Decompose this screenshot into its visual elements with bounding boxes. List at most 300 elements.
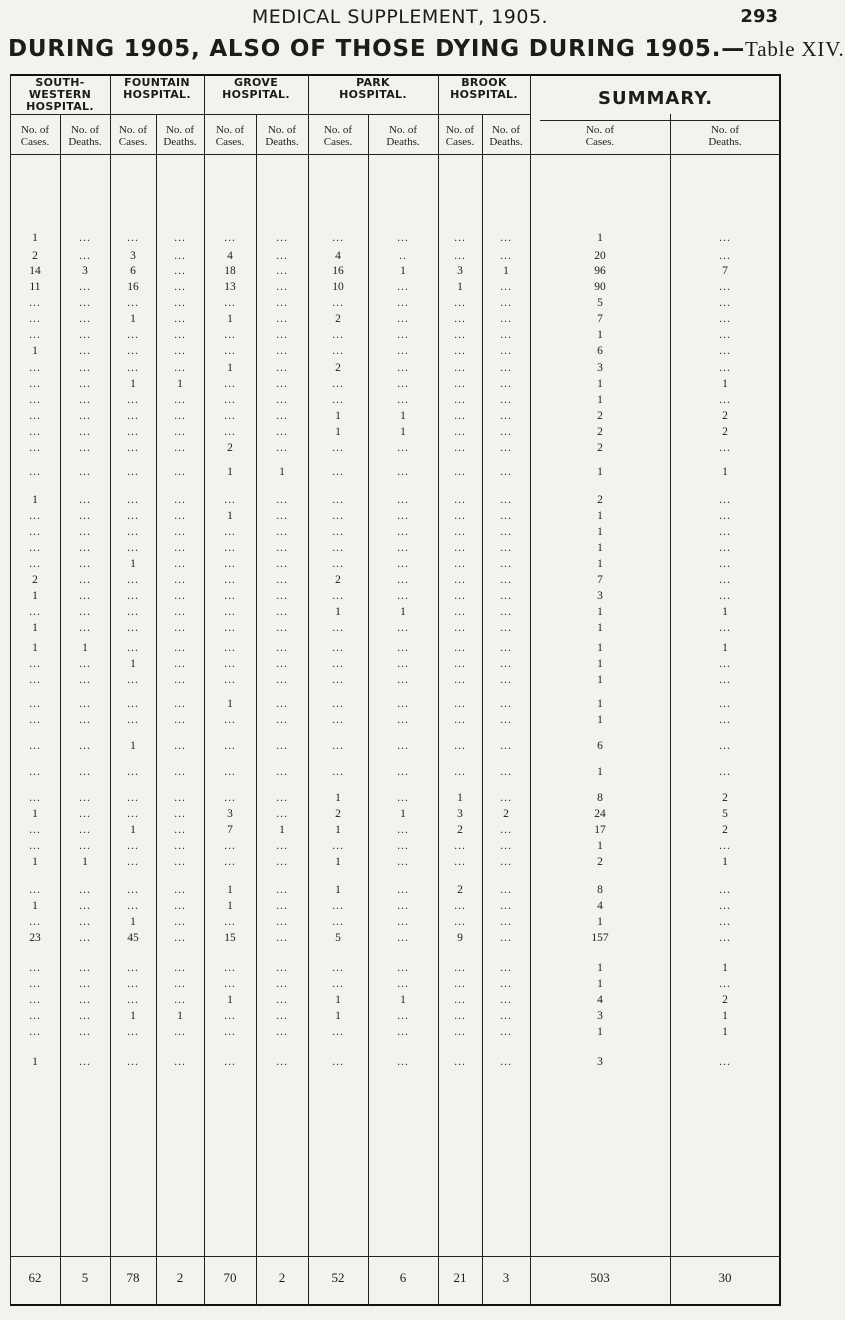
- column-rule: [368, 114, 369, 1306]
- table-cell: 1: [335, 410, 341, 422]
- table-cell: ...: [397, 494, 409, 506]
- table-cell: 2: [227, 442, 233, 454]
- table-cell: ...: [719, 313, 731, 325]
- table-cell: 4: [335, 250, 341, 262]
- table-cell: ...: [29, 442, 41, 454]
- column-header-line: No. of: [118, 124, 148, 136]
- table-cell: ...: [500, 410, 512, 422]
- table-cell: ...: [127, 978, 139, 990]
- table-cell: ...: [127, 362, 139, 374]
- table-cell: 1: [335, 884, 341, 896]
- column-header-line: Deaths.: [265, 136, 299, 148]
- table-cell: ...: [174, 574, 186, 586]
- table-cell: ...: [500, 916, 512, 928]
- table-cell: ...: [29, 1010, 41, 1022]
- table-cell: ...: [276, 622, 288, 634]
- column-rule: [60, 114, 61, 1306]
- page-header-title: MEDICAL SUPPLEMENT, 1905.: [251, 6, 549, 28]
- table-cell: ...: [174, 642, 186, 654]
- table-cell: 1: [597, 526, 603, 538]
- table-cell: ...: [127, 698, 139, 710]
- table-cell: ...: [719, 542, 731, 554]
- table-cell: 1: [227, 313, 233, 325]
- column-header-line: No. of: [710, 124, 740, 136]
- table-cell: ...: [174, 900, 186, 912]
- table-cell: ...: [79, 378, 91, 390]
- table-cell: 7: [597, 574, 603, 586]
- table-cell: ...: [127, 1056, 139, 1068]
- table-cell: ...: [454, 606, 466, 618]
- table-cell: ...: [224, 558, 236, 570]
- table-cell: ...: [224, 674, 236, 686]
- table-cell: ...: [276, 658, 288, 670]
- table-cell: 1: [32, 494, 38, 506]
- table-cell: 1: [597, 510, 603, 522]
- table-cell: ...: [174, 466, 186, 478]
- table-cell: ...: [500, 932, 512, 944]
- table-cell: ...: [224, 840, 236, 852]
- table-cell: ...: [500, 494, 512, 506]
- table-cell: ...: [174, 526, 186, 538]
- table-cell: 1: [457, 281, 463, 293]
- table-cell: 2: [32, 574, 38, 586]
- table-cell: 1: [82, 856, 88, 868]
- table-cell: ...: [500, 1056, 512, 1068]
- table-cell: ...: [79, 658, 91, 670]
- table-label: Table XIV.: [745, 37, 845, 61]
- table-cell: ...: [29, 297, 41, 309]
- table-cell: 1: [130, 378, 136, 390]
- table-cell: ...: [500, 622, 512, 634]
- summary-rule: [540, 120, 780, 121]
- table-cell: ...: [79, 466, 91, 478]
- table-cell: ...: [276, 297, 288, 309]
- table-cell: 1: [503, 265, 509, 277]
- table-cell: ...: [397, 900, 409, 912]
- table-cell: ...: [127, 232, 139, 244]
- table-cell: 1: [722, 1026, 728, 1038]
- table-cell: ...: [397, 526, 409, 538]
- table-cell: 8: [597, 792, 603, 804]
- table-cell: ...: [332, 297, 344, 309]
- table-cell: ...: [276, 494, 288, 506]
- table-cell: 20: [594, 250, 606, 262]
- table-cell: ...: [397, 978, 409, 990]
- column-header: [10, 124, 60, 148]
- table-cell: 1: [335, 792, 341, 804]
- table-cell: ...: [397, 932, 409, 944]
- table-cell: 1: [722, 606, 728, 618]
- table-cell: ...: [397, 674, 409, 686]
- table-cell: ...: [79, 394, 91, 406]
- table-cell: 2: [597, 856, 603, 868]
- table-cell: ...: [127, 466, 139, 478]
- table-cell: ...: [174, 840, 186, 852]
- column-header: [530, 124, 670, 148]
- summary-title: SUMMARY.: [598, 88, 714, 109]
- table-cell: ...: [719, 574, 731, 586]
- table-cell: ...: [174, 281, 186, 293]
- table-cell: 1: [32, 622, 38, 634]
- hospital-name-line: HOSPITAL.: [450, 88, 518, 101]
- column-header-line: No. of: [323, 124, 353, 136]
- table-cell: 1: [722, 642, 728, 654]
- table-cell: ...: [500, 766, 512, 778]
- table-cell: 16: [127, 281, 139, 293]
- table-cell: ...: [79, 674, 91, 686]
- table-cell: ...: [454, 622, 466, 634]
- table-cell: 1: [597, 558, 603, 570]
- table-cell: ...: [224, 714, 236, 726]
- table-cell: ...: [276, 900, 288, 912]
- column-header: [156, 124, 204, 148]
- table-cell: ...: [500, 606, 512, 618]
- column-header-line: No. of: [215, 124, 245, 136]
- table-cell: ...: [397, 574, 409, 586]
- column-rule: [256, 114, 257, 1306]
- table-border-right: [779, 74, 781, 1306]
- table-cell: ...: [397, 642, 409, 654]
- table-cell: ...: [500, 698, 512, 710]
- table-cell: 9: [457, 932, 463, 944]
- table-cell: ...: [224, 766, 236, 778]
- table-cell: ...: [127, 994, 139, 1006]
- table-cell: 2: [722, 824, 728, 836]
- table-cell: 3: [130, 250, 136, 262]
- column-rule: [156, 114, 157, 1306]
- column-header-line: Deaths.: [708, 136, 742, 148]
- table-cell: ...: [276, 510, 288, 522]
- table-cell: 24: [594, 808, 606, 820]
- table-cell: 1: [597, 232, 603, 244]
- table-cell: ...: [500, 232, 512, 244]
- table-cell: ...: [224, 590, 236, 602]
- table-cell: ...: [500, 281, 512, 293]
- hospital-name-line: HOSPITAL.: [26, 100, 94, 113]
- table-cell: ...: [174, 994, 186, 1006]
- table-cell: ...: [454, 378, 466, 390]
- table-cell: ...: [454, 510, 466, 522]
- table-cell: ...: [397, 962, 409, 974]
- table-cell: ...: [224, 329, 236, 341]
- table-cell: ...: [332, 542, 344, 554]
- table-cell: 1: [227, 466, 233, 478]
- table-cell: ...: [276, 590, 288, 602]
- table-cell: ...: [79, 740, 91, 752]
- table-cell: 1: [722, 378, 728, 390]
- table-cell: ...: [454, 526, 466, 538]
- table-cell: ...: [79, 345, 91, 357]
- table-cell: ...: [276, 740, 288, 752]
- table-cell: ...: [29, 526, 41, 538]
- table-cell: ...: [127, 494, 139, 506]
- table-cell: ...: [454, 232, 466, 244]
- table-cell: ...: [332, 466, 344, 478]
- column-rule: [438, 74, 439, 1306]
- table-cell: ...: [276, 542, 288, 554]
- table-cell: ...: [174, 932, 186, 944]
- table-cell: ...: [79, 1026, 91, 1038]
- table-cell: ...: [29, 766, 41, 778]
- table-cell: 1: [227, 900, 233, 912]
- table-cell: ...: [174, 1056, 186, 1068]
- table-cell: 1: [597, 978, 603, 990]
- table-cell: ...: [397, 442, 409, 454]
- table-cell: ...: [454, 394, 466, 406]
- table-cell: 13: [224, 281, 236, 293]
- table-cell: ...: [276, 714, 288, 726]
- table-cell: ...: [224, 542, 236, 554]
- table-cell: ...: [276, 916, 288, 928]
- table-cell: ...: [719, 932, 731, 944]
- table-cell: ...: [174, 590, 186, 602]
- table-cell: ...: [719, 658, 731, 670]
- hospital-header: [110, 77, 204, 101]
- table-cell: ...: [79, 606, 91, 618]
- table-cell: 2: [597, 494, 603, 506]
- table-cell: ...: [397, 313, 409, 325]
- table-cell: 5: [335, 932, 341, 944]
- table-cell: 1: [722, 962, 728, 974]
- table-cell: 1: [597, 642, 603, 654]
- table-cell: ...: [79, 329, 91, 341]
- column-header-line: No. of: [445, 124, 475, 136]
- table-cell: ...: [397, 856, 409, 868]
- table-cell: ...: [397, 1010, 409, 1022]
- table-cell: ...: [79, 916, 91, 928]
- table-cell: ...: [276, 232, 288, 244]
- table-cell: ...: [500, 345, 512, 357]
- table-cell: ...: [79, 250, 91, 262]
- table-cell: ...: [454, 698, 466, 710]
- table-cell: ...: [332, 558, 344, 570]
- table-cell: ...: [79, 1056, 91, 1068]
- table-cell: ...: [174, 297, 186, 309]
- table-cell: 1: [177, 1010, 183, 1022]
- table-cell: ...: [454, 494, 466, 506]
- table-cell: ...: [127, 1026, 139, 1038]
- table-cell: 1: [457, 792, 463, 804]
- table-cell: 1: [32, 1056, 38, 1068]
- table-cell: ...: [127, 410, 139, 422]
- table-cell: ...: [29, 510, 41, 522]
- table-cell: ...: [79, 526, 91, 538]
- table-cell: 1: [227, 884, 233, 896]
- column-header-line: Cases.: [118, 136, 148, 148]
- table-cell: 1: [32, 856, 38, 868]
- table-cell: ...: [127, 394, 139, 406]
- table-cell: ...: [276, 766, 288, 778]
- column-rule: [670, 114, 671, 1306]
- table-cell: ...: [500, 394, 512, 406]
- table-cell: 1: [177, 378, 183, 390]
- column-rule: [110, 74, 111, 1306]
- table-cell: 3: [597, 1010, 603, 1022]
- table-cell: 90: [594, 281, 606, 293]
- table-cell: ...: [719, 345, 731, 357]
- table-cell: ...: [127, 856, 139, 868]
- column-header-line: Deaths.: [386, 136, 420, 148]
- table-cell: ...: [332, 900, 344, 912]
- table-cell: ...: [500, 526, 512, 538]
- column-header: [438, 124, 482, 148]
- table-cell: 1: [130, 824, 136, 836]
- table-cell: ...: [276, 840, 288, 852]
- table-cell: ...: [276, 426, 288, 438]
- table-cell: ...: [276, 792, 288, 804]
- table-cell: 2: [597, 442, 603, 454]
- table-cell: ...: [397, 558, 409, 570]
- table-cell: ...: [29, 884, 41, 896]
- table-cell: ...: [174, 345, 186, 357]
- table-cell: ...: [397, 378, 409, 390]
- table-cell: 45: [127, 932, 139, 944]
- table-cell: ...: [79, 714, 91, 726]
- table-cell: ...: [500, 994, 512, 1006]
- table-cell: ...: [224, 345, 236, 357]
- table-cell: ...: [276, 698, 288, 710]
- column-rule: [530, 74, 531, 1306]
- table-cell: ...: [224, 297, 236, 309]
- table-cell: 1: [32, 900, 38, 912]
- table-cell: 16: [332, 265, 344, 277]
- table-cell: 1: [597, 714, 603, 726]
- table-cell: ...: [397, 345, 409, 357]
- table-cell: ...: [500, 792, 512, 804]
- table-cell: ...: [29, 426, 41, 438]
- table-cell: 3: [82, 265, 88, 277]
- table-cell: ...: [500, 362, 512, 374]
- table-cell: ...: [454, 840, 466, 852]
- table-cell: 1: [130, 313, 136, 325]
- table-cell: 1: [400, 410, 406, 422]
- table-cell: ...: [79, 574, 91, 586]
- table-caption: [8, 36, 845, 62]
- hospital-name-line: HOSPITAL.: [339, 88, 407, 101]
- table-cell: ...: [224, 574, 236, 586]
- table-cell: ...: [276, 674, 288, 686]
- table-cell: ...: [276, 808, 288, 820]
- table-cell: 1: [597, 916, 603, 928]
- table-cell: ...: [454, 900, 466, 912]
- table-cell: 96: [594, 265, 606, 277]
- table-border-bottom: [10, 1304, 780, 1306]
- table-cell: ...: [276, 994, 288, 1006]
- table-cell: 5: [722, 808, 728, 820]
- table-cell: ...: [174, 916, 186, 928]
- table-cell: ...: [127, 674, 139, 686]
- table-cell: ...: [454, 345, 466, 357]
- total-cell: 70: [223, 1270, 237, 1285]
- table-cell: 7: [722, 265, 728, 277]
- total-cell: 30: [718, 1270, 732, 1285]
- table-cell: ...: [29, 740, 41, 752]
- table-cell: ...: [719, 281, 731, 293]
- table-cell: ...: [224, 1056, 236, 1068]
- table-cell: ...: [397, 824, 409, 836]
- table-cell: ...: [79, 900, 91, 912]
- table-cell: ...: [719, 622, 731, 634]
- table-cell: ...: [500, 442, 512, 454]
- table-cell: ...: [276, 1056, 288, 1068]
- column-header: [60, 124, 110, 148]
- table-cell: ...: [500, 313, 512, 325]
- table-cell: 1: [279, 824, 285, 836]
- table-cell: 1: [597, 962, 603, 974]
- table-cell: ...: [454, 426, 466, 438]
- table-cell: ...: [29, 994, 41, 1006]
- table-cell: ...: [454, 714, 466, 726]
- table-cell: ...: [29, 313, 41, 325]
- table-cell: ...: [397, 698, 409, 710]
- table-cell: ...: [719, 526, 731, 538]
- table-cell: ...: [332, 658, 344, 670]
- table-cell: 4: [227, 250, 233, 262]
- hospital-name-line: SOUTH-: [35, 76, 85, 89]
- table-cell: ...: [719, 329, 731, 341]
- table-cell: ...: [332, 674, 344, 686]
- table-cell: ...: [500, 1026, 512, 1038]
- table-cell: 6: [597, 345, 603, 357]
- table-cell: ...: [397, 740, 409, 752]
- table-cell: ...: [174, 362, 186, 374]
- table-cell: ...: [79, 558, 91, 570]
- table-cell: ...: [332, 840, 344, 852]
- table-cell: ...: [500, 558, 512, 570]
- table-cell: 1: [227, 698, 233, 710]
- table-cell: ...: [397, 766, 409, 778]
- table-cell: ...: [29, 329, 41, 341]
- table-cell: ...: [276, 932, 288, 944]
- table-cell: ...: [397, 916, 409, 928]
- table-cell: ...: [332, 698, 344, 710]
- table-cell: ...: [79, 962, 91, 974]
- hospital-name-line: FOUNTAIN: [124, 76, 190, 89]
- table-cell: ...: [454, 1056, 466, 1068]
- table-cell: ...: [79, 510, 91, 522]
- table-cell: ...: [500, 1010, 512, 1022]
- total-cell: 78: [126, 1270, 140, 1285]
- table-cell: ...: [276, 574, 288, 586]
- table-cell: 10: [332, 281, 344, 293]
- table-cell: ...: [127, 808, 139, 820]
- table-cell: ...: [174, 622, 186, 634]
- table-cell: ...: [719, 740, 731, 752]
- table-cell: ...: [332, 978, 344, 990]
- table-cell: ...: [397, 714, 409, 726]
- total-cell: 6: [399, 1270, 407, 1285]
- table-cell: 3: [227, 808, 233, 820]
- table-cell: 1: [597, 1026, 603, 1038]
- table-cell: ...: [29, 606, 41, 618]
- table-cell: 1: [32, 232, 38, 244]
- header-rule: [10, 114, 530, 115]
- table-cell: ...: [500, 900, 512, 912]
- table-cell: ...: [29, 978, 41, 990]
- table-cell: ...: [174, 494, 186, 506]
- table-cell: ...: [397, 329, 409, 341]
- table-cell: ...: [174, 442, 186, 454]
- table-cell: 2: [335, 313, 341, 325]
- table-cell: ...: [454, 766, 466, 778]
- table-cell: 2: [503, 808, 509, 820]
- table-cell: ...: [224, 856, 236, 868]
- table-cell: ...: [174, 426, 186, 438]
- table-cell: ...: [79, 442, 91, 454]
- table-cell: ...: [397, 466, 409, 478]
- table-cell: ...: [174, 658, 186, 670]
- table-cell: 1: [32, 345, 38, 357]
